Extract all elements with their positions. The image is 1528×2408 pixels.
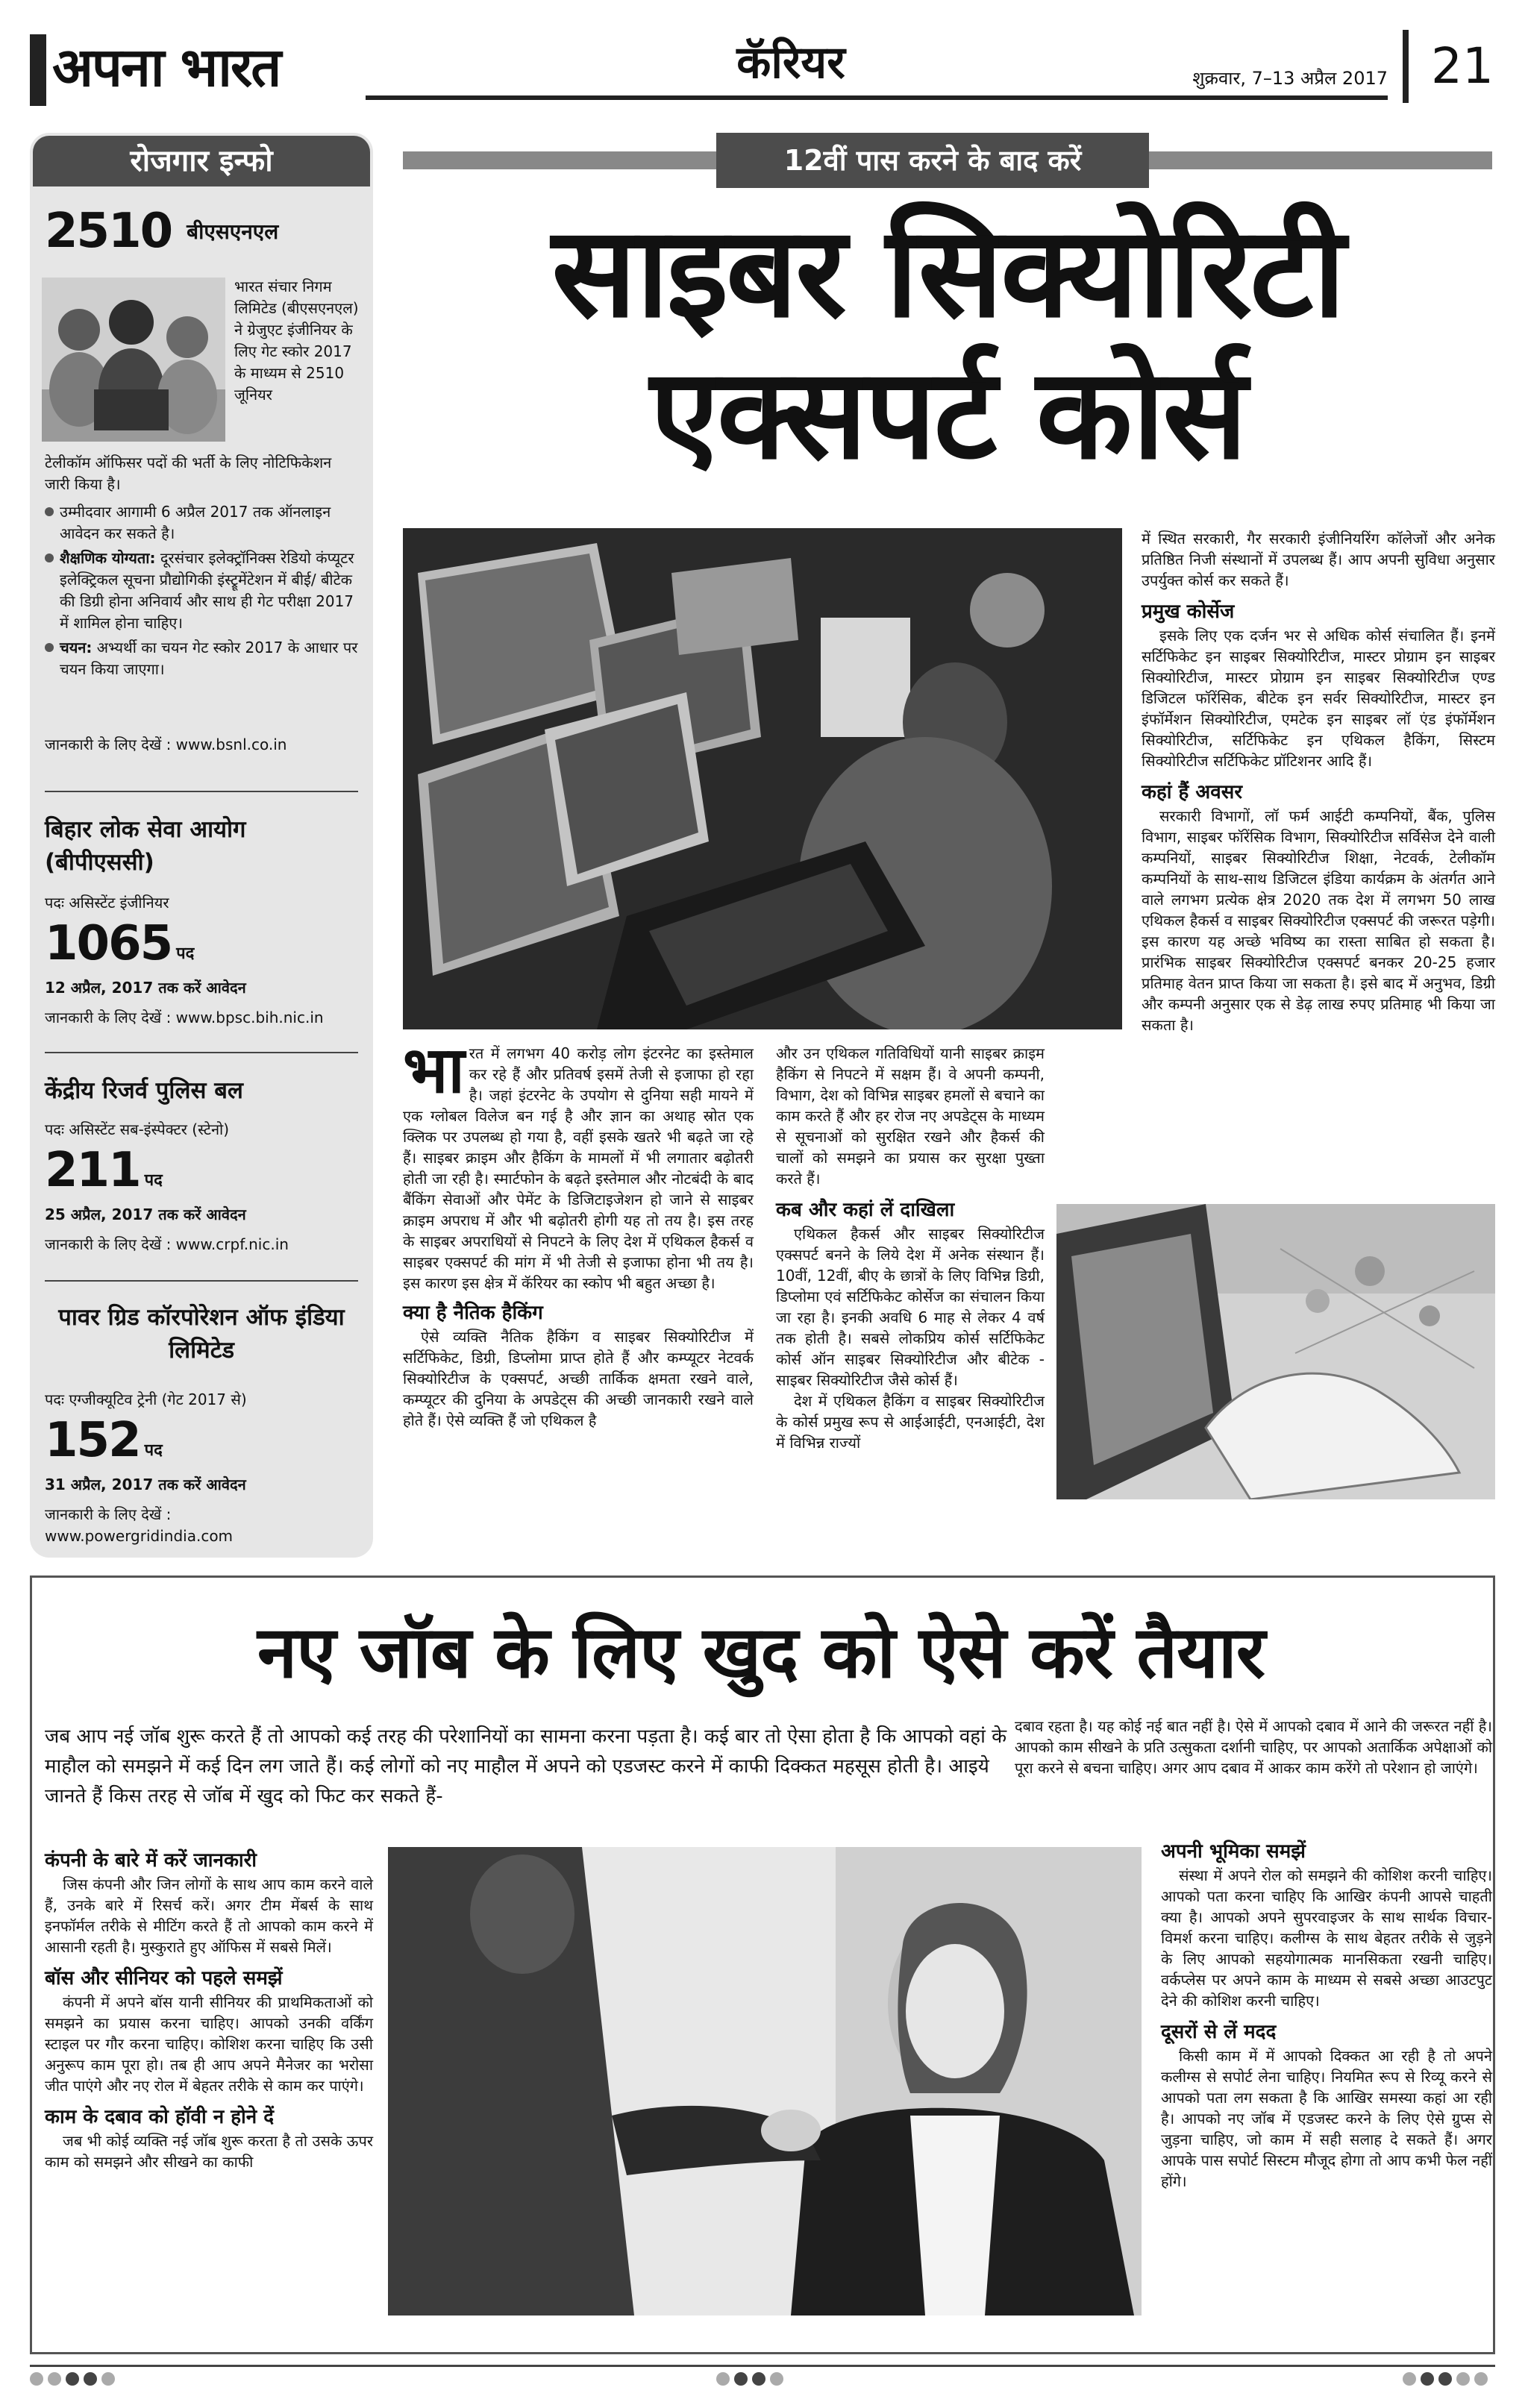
story2-intro: जब आप नई जॉब शुरू करते हैं तो आपको कई तरह की परेशानियों का सामना करना पड़ता है। कई बार तो ऐसा होता है कि आपको वहां के माहौल को समझने में कई दिन लग जाते हैं। कई लोगों को नए माहौल में अपने को एडजस्ट करने में काफी दिक्कत महसूस होती है। आइये जानते हैं किस तरह से जॉब में खुद को फिट कर सकते हैं- <box>45 1725 1007 1807</box>
story2-col-right <box>1161 1838 1492 2330</box>
sidebar-divider <box>45 1280 358 1282</box>
bsnl-header <box>45 203 358 260</box>
bpsc-deadline: 12 अप्रैल, 2017 तक करें आवेदन <box>45 979 246 997</box>
story2-col-right-top <box>1015 1716 1492 1835</box>
powergrid-count: 152 <box>45 1413 140 1468</box>
bpsc-post: पदः असिस्टेंट इंजीनियर <box>45 894 169 912</box>
bsnl-bullet-selection: चयन: अभ्यर्थी का चयन गेट स्कोर 2017 के आधार पर चयन किया जाएगा। <box>45 637 358 680</box>
crpf-post: पदः असिस्टेंट सब-इंस्पेक्टर (स्टेनो) <box>45 1120 230 1138</box>
bsnl-count: 2510 <box>45 204 172 259</box>
story2-headline: नए जॉब के लिए खुद को ऐसे करें तैयार <box>257 1611 1265 1694</box>
story1-col-3 <box>1142 528 1495 1200</box>
story-kicker: 12वीं पास करने के बाद करें <box>716 133 1149 188</box>
footer-dots-right <box>1403 2372 1492 2389</box>
story1-paragraph: रत में लगभग 40 करोड़ लोग इंटरनेट का इस्तेमाल कर रहे हैं और प्रतिवर्ष इसमें तेजी से इजाफा हो रहा है। जहां इंटरनेट के उपयोग से दुनिया सही मायने में एक ग्लोबल विलेज बन गई है और ज्ञान का अथाह स्रोत एक क्लिक पर उपलब्ध हो गया है, वहीं इसके खतरे भी बढ़ते जा रहे हैं। साइबर क्राइम और हैकिंग के मामलों में भी लगातार बढ़ोतरी होती जा रही है। स्मार्टफोन के बढ़ते इस्तेमाल और नोटबंदी के बाद बैंकिंग सेवाओं और पेमेंट के डिजिटाइजेशन हो जाने से साइबर क्राइम अपराध में और भी बढ़ोतरी होगी यह तो तय है। इस तरह के साइबर अपराधियों से निपटने के लिए देश में एथिकल हैकर्स व साइबर एक्सपर्ट की मांग में भी तेजी से इजाफा होना भी तय है। इस कारण इस क्षेत्र में कॅरियर का स्कोप भी बहुत अच्छा है। <box>403 1044 754 1292</box>
story2-paragraph: किसी काम में में आपको दिक्कत आ रही है तो अपने कलीग्स से सपोर्ट लेना चाहिए। नियमित रूप से रिव्यू करने से आपको पता लग सकता है कि आखिर समस्या कहां आ रही है। आपको नए जॉब में एडजस्ट करने के लिए ऐसे ग्रुप्स से जुड़ना चाहिए, जो काम में सही सलाह दे सकते हैं। अगर आपके पास सपोर्ट सिस्टम मौजूद होगा तो आप कभी फेल नहीं होंगे। <box>1161 2047 1492 2190</box>
powergrid-post: पदः एग्जीक्यूटिव ट्रेनी (गेट 2017 से) <box>45 1390 247 1408</box>
masthead-divider <box>1403 30 1409 103</box>
powergrid-link: जानकारी के लिए देखें : www.powergridindia.com <box>45 1505 234 1545</box>
bpsc-unit: पद <box>176 944 195 963</box>
sidebar-divider <box>45 791 358 792</box>
bpsc-org: बिहार लोक सेवा आयोग (बीपीएससी) <box>45 816 246 876</box>
crpf-count: 211 <box>45 1143 140 1198</box>
section-title: कॅरियर <box>736 37 845 89</box>
cyber-operators-photo <box>403 528 1122 1029</box>
bsnl-intro-a: भारत संचार निगम लिमिटेड (बीएसएनएल) ने ग्रेजुएट इंजीनियर के लिए गेट स्कोर 2017 के माध्यम से 2510 जूनियर <box>234 278 359 404</box>
bsnl-link: जानकारी के लिए देखें : www.bsnl.co.in <box>45 736 287 753</box>
story1-paragraph: ऐसे व्यक्ति नैतिक हैकिंग व साइबर सिक्योरिटीज में सर्टिफिकेट, डिग्री, डिप्लोमा प्राप्त होते हैं और कम्प्यूटर नेटवर्क सिक्योरिटीज के एक्सपर्ट, अच्छी तार्किक क्षमता रखने वाले, कम्प्यूटर की दुनिया के अपडेट्स की अच्छी जानकारी रखने वाले होते हैं। ऐसे व्यक्ति हैं जो एथिकल है <box>403 1328 754 1429</box>
footer-dots-left <box>30 2372 119 2389</box>
headline-line-1: साइबर सिक्योरिटी <box>551 199 1344 345</box>
dropcap: भा <box>403 1032 465 1108</box>
story1-paragraph: देश में एथिकल हैकिंग व साइबर सिक्योरिटीज के कोर्स प्रमुख रूप से आईआईटी, एनआईटी, देश में विभिन्न राज्यों <box>776 1392 1045 1452</box>
story2-paragraph: जिस कंपनी और जिन लोगों के साथ आप काम करने वाले हैं, उनके बारे में रिसर्च करें। अगर टीम मेंबर्स के साथ इनफॉर्मल तरीके से मीटिंग करते हैं तो आपको काम करने में आसानी रहती है। मुस्कुराते हुए ऑफिस में सबसे मिलें। <box>45 1875 373 1956</box>
crpf-link: जानकारी के लिए देखें : www.crpf.nic.in <box>45 1235 289 1253</box>
story2-col-left <box>45 1847 373 2310</box>
handshake-photo <box>388 1847 1142 2315</box>
bpsc-link: जानकारी के लिए देखें : www.bpsc.bih.nic.in <box>45 1009 324 1026</box>
crpf-org: केंद्रीय रिजर्व पुलिस बल <box>45 1077 243 1104</box>
subhead-understand-boss: बॉस और सीनियर को पहले समझें <box>45 1967 283 1990</box>
story2-paragraph: दबाव रहता है। यह कोई नई बात नहीं है। ऐसे में आपको दबाव में आने की जरूरत नहीं है। आपको काम सीखने के प्रति उत्सुकता दर्शानी चाहिए, पर आपको अतार्किक अपेक्षाओं को पूरा करने से बचना चाहिए। अगर आप दबाव में आकर काम करेंगे तो परेशान हो जाएंगे। <box>1015 1717 1492 1777</box>
students-photo <box>42 278 225 442</box>
bpsc-count: 1065 <box>45 916 172 971</box>
powergrid-deadline: 31 अप्रैल, 2017 तक करें आवेदन <box>45 1476 246 1493</box>
story1-paragraph: और उन एथिकल गतिविधियों यानी साइबर क्राइम हैकिंग से निपटने में सक्षम हैं। वे अपनी कम्पनी, विभाग, देश को विभिन्न साइबर हमलों से बचाने का काम करते हैं और हर रोज नए अपडेट्स के माध्यम से सूचनाओं को सुरक्षित रखने और हैकर्स की चालों को समझने का प्रयास कर सुरक्षा पुख्ता करते हैं। <box>776 1044 1045 1188</box>
story1-paragraph: एथिकल हैकर्स और साइबर सिक्योरिटीज एक्सपर्ट बनने के लिये देश में अनेक संस्थान हैं। 10वीं, 12वीं, बीए के छात्रों के लिए विभिन्न डिग्री, डिप्लोमा एवं सर्टिफिकेट कोर्सेज का संचालन किया जा रहा है। इनकी अवधि 6 माह से लेकर 4 वर्ष तक होती है। सबसे लोकप्रिय कोर्स सर्टिफिकेट कोर्स ऑन साइबर सिक्योरिटीज और बीटेक - साइबर सिक्योरिटीज जैसे कोर्स हैं। <box>776 1225 1045 1389</box>
story-headline <box>403 201 1492 500</box>
story2-paragraph: कंपनी में अपने बॉस यानी सीनियर की प्राथमिकताओं को समझने का प्रयास करना चाहिए। आपको उनकी वर्किंग स्टाइल पर गौर करना चाहिए। कोशिश करना चाहिए कि उसी अनुरूप काम पूरा हो। तब ही आप अपने मैनेजर का भरोसा जीत पाएंगे और नए रोल में बेहतर तरीके से काम कर पाएंगे। <box>45 1993 373 2095</box>
bsnl-bullet-qualification: शैक्षणिक योग्यता: दूरसंचार इलेक्ट्रॉनिक्स रेडियो कंप्यूटर इलेक्ट्रिकल सूचना प्रौद्योगिकी इंस्ट्रूमेंटेशन में बीई/ बीटेक की डिग्री होना अनिवार्य और साथ ही गेट परीक्षा 2017 में शामिल होना चाहिए। <box>45 548 358 634</box>
footer-rule <box>30 2365 1495 2367</box>
masthead-rule <box>366 95 1388 100</box>
bpsc-count-row <box>45 915 358 971</box>
story1-paragraph: इसके लिए एक दर्जन भर से अधिक कोर्स संचालित हैं। इनमें सर्टिफिकेट इन साइबर सिक्योरिटीज, मास्टर प्रोग्राम इन साइबर सिक्योरिटीज, मास्टर प्रोग्राम इन साइबर सिक्योरिटीज एण्ड डिजिटल फॉरेंसिक, बीटेक इन सर्वर सिक्योरिटीज, मास्टर इन इंफॉर्मेशन सिक्योरिटीज, एमटेक इन साइबर लॉ एंड इंफॉर्मेशन सिक्योरिटीज, सर्टिफिकेट इन एथिकल हैकिंग, सिस्टम सिक्योरिटीज सर्टिफिकेट प्रॉटिशनर आदि हैं। <box>1142 627 1495 770</box>
powergrid-count-row <box>45 1411 358 1468</box>
subhead-ethical-hacking: क्या है नैतिक हैकिंग <box>403 1302 543 1324</box>
story1-col-2 <box>776 1043 1045 1535</box>
footer-dots-center <box>716 2372 806 2389</box>
digital-hand-photo <box>1056 1204 1495 1499</box>
subhead-work-pressure: काम के दबाव को हॉवी न होने दें <box>45 2106 275 2128</box>
headline-line-2: एक्सपर्ट कोर्स <box>650 341 1245 487</box>
bsnl-org: बीएसएनएल <box>187 219 279 244</box>
subhead-opportunities: कहां हैं अवसर <box>1142 781 1242 803</box>
bsnl-intro-b: टेलीकॉम ऑफिसर पदों की भर्ती के लिए नोटिफिकेशन जारी किया है। <box>45 454 332 493</box>
crpf-deadline: 25 अप्रैल, 2017 तक करें आवेदन <box>45 1205 246 1223</box>
subhead-understand-role: अपनी भूमिका समझें <box>1161 1840 1306 1863</box>
subhead-admission: कब और कहां लें दाखिला <box>776 1199 955 1221</box>
powergrid-unit: पद <box>144 1441 163 1460</box>
story1-col-1 <box>403 1032 754 1535</box>
bsnl-bullet-date: उम्मीदवार आगामी 6 अप्रैल 2017 तक ऑनलाइन आवेदन कर सकते है। <box>45 501 358 545</box>
sidebar-title: रोजगार इन्फो <box>33 136 370 186</box>
story1-paragraph: सरकारी विभागों, लॉ फर्म आईटी कम्पनियों, बैंक, पुलिस विभाग, साइबर फॉरेंसिक विभाग, सिक्योरिटीज सर्विसेज देने वाली कम्पनियों, साइबर सिक्योरिटीज शिक्षा, नेटवर्क, टेलीकॉम कम्पनियों के साथ-साथ डिजिटल इंडिया कार्यक्रम के अंतर्गत आने वाले लगभग प्रत्येक क्षेत्र 2020 तक देश में लगभग 50 लाख एथिकल हैकर्स व साइबर सिक्योरिटीज एक्सपर्ट की जरूरत पड़ेगी। इस कारण यह अच्छे भविष्य का रास्ता साबित हो सकता है। प्रारंभिक साइबर सिक्योरिटीज एक्सपर्ट बनकर 20-25 हजार प्रतिमाह वेतन प्राप्त किया जा सकता है। इसे बाद में अनुभव, डिग्री और कम्पनी अनुसार एक से डेढ़ लाख रुपए प्रतिमाह भी किया जा सकता है। <box>1142 807 1495 1034</box>
story2-paragraph: संस्था में अपने रोल को समझने की कोशिश करनी चाहिए। आपको पता करना चाहिए कि आखिर कंपनी आपसे चाहती क्या है। आपको अपने सुपरवाइजर के साथ सार्थक विचार-विमर्श करना चाहिए। कलीग्स के साथ बेहतर तरीके से जुड़ने के लिए आपको सहयोगात्मक मानसिकता रखनी चाहिए। वर्कप्लेस पर अपने काम के माध्यम से सबसे अच्छा आउटपुट देने की कोशिश करनी चाहिए। <box>1161 1866 1492 2010</box>
story1-paragraph: में स्थित सरकारी, गैर सरकारी इंजीनियरिंग कॉलेजों और अनेक प्रतिष्ठित निजी संस्थानों में उपलब्ध हैं। आप अपनी सुविधा अनुसार उपर्युक्त कोर्स कर सकते हैं। <box>1142 530 1495 589</box>
page-number: 21 <box>1431 37 1494 95</box>
paper-name: अपना भारत <box>52 35 281 98</box>
bsnl-bullets <box>45 501 358 725</box>
issue-date: शुक्रवार, 7–13 अप्रैल 2017 <box>1192 68 1388 89</box>
powergrid-org: पावर ग्रिड कॉरपोरेशन ऑफ इंडिया लिमिटेड <box>58 1304 345 1364</box>
subhead-know-company: कंपनी के बारे में करें जानकारी <box>45 1849 257 1872</box>
crpf-unit: पद <box>144 1171 163 1190</box>
subhead-major-courses: प्रमुख कोर्सेज <box>1142 601 1235 623</box>
story2-paragraph: जब भी कोई व्यक्ति नई जॉब शुरू करता है तो उसके ऊपर काम को समझने और सीखने का काफी <box>45 2132 373 2171</box>
sidebar-divider <box>45 1052 358 1053</box>
subhead-take-help: दूसरों से लें मदद <box>1161 2021 1277 2043</box>
crpf-count-row <box>45 1141 358 1198</box>
